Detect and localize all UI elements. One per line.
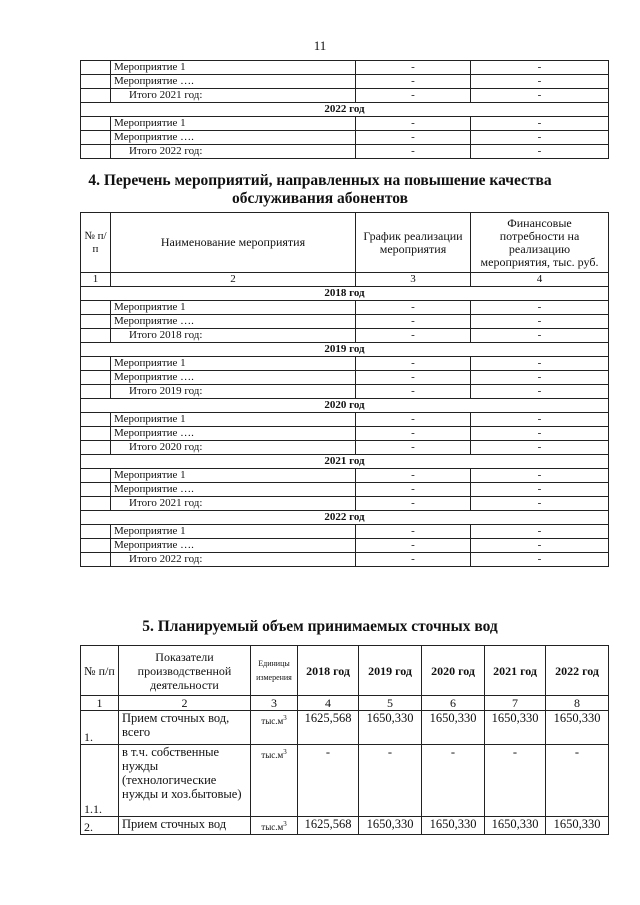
col-num: 8	[546, 696, 609, 711]
schedule-value: -	[356, 413, 471, 427]
finance-value: -	[471, 539, 609, 553]
event-name: Итого 2022 год:	[111, 553, 356, 567]
event-name: Итого 2018 год:	[111, 329, 356, 343]
header-unit: Единицы измерения	[251, 646, 298, 696]
table-row	[81, 301, 609, 315]
section5-title: 5. Планируемый объем принимаемых сточных вод	[142, 618, 498, 635]
section4-title-line1: 4. Перечень мероприятий, направленных на повышение качества	[88, 172, 552, 189]
event-name: Мероприятие 1	[111, 301, 356, 315]
schedule-value: -	[356, 61, 471, 75]
finance-value: -	[471, 385, 609, 399]
table-row	[81, 75, 609, 89]
col-num: 3	[356, 273, 471, 287]
year-row	[81, 343, 609, 357]
table-row	[81, 413, 609, 427]
event-name: Итого 2020 год:	[111, 441, 356, 455]
indicator-name: в т.ч. собственные нужды (технологические нужды и хоз.бытовые)	[119, 745, 251, 817]
unit-cell	[251, 817, 298, 835]
finance-value: -	[471, 357, 609, 371]
finance-value: -	[471, 145, 609, 159]
year-value: -	[546, 745, 609, 817]
col-num: 7	[485, 696, 546, 711]
row-number	[81, 329, 111, 343]
schedule-value: -	[356, 441, 471, 455]
unit-superscript: 3	[283, 820, 287, 828]
event-name: Мероприятие ….	[111, 315, 356, 329]
unit-superscript: 3	[283, 748, 287, 756]
table-row	[81, 525, 609, 539]
row-number	[81, 441, 111, 455]
year-label: 2018 год	[81, 287, 609, 301]
year-value: -	[485, 745, 546, 817]
event-name: Мероприятие ….	[111, 131, 356, 145]
table-row	[81, 427, 609, 441]
schedule-value: -	[356, 357, 471, 371]
year-row	[81, 103, 609, 117]
col-num: 2	[111, 273, 356, 287]
row-number	[81, 117, 111, 131]
finance-value: -	[471, 413, 609, 427]
header-year: 2019 год	[359, 646, 422, 696]
col-num: 5	[359, 696, 422, 711]
row-number	[81, 483, 111, 497]
schedule-value: -	[356, 117, 471, 131]
schedule-value: -	[356, 553, 471, 567]
event-name: Мероприятие ….	[111, 427, 356, 441]
table-row	[81, 553, 609, 567]
header-finance: Финансовые потребности на реализацию мероприятия, тыс. руб.	[471, 213, 609, 273]
year-value: -	[422, 745, 485, 817]
unit-text: тыс.м	[261, 750, 284, 760]
table-row	[81, 315, 609, 329]
event-name: Мероприятие 1	[111, 525, 356, 539]
schedule-value: -	[356, 469, 471, 483]
column-numbers-row	[81, 696, 609, 711]
row-number	[81, 427, 111, 441]
year-label: 2022 год	[81, 103, 609, 117]
col-num: 2	[119, 696, 251, 711]
year-row	[81, 455, 609, 469]
year-value: -	[359, 745, 422, 817]
table-row	[81, 483, 609, 497]
section4-title-line2: обслуживания абонентов	[232, 190, 408, 207]
col-num: 6	[422, 696, 485, 711]
year-value: 1650,330	[422, 817, 485, 835]
year-label: 2022 год	[81, 511, 609, 525]
schedule-value: -	[356, 525, 471, 539]
finance-value: -	[471, 553, 609, 567]
event-name: Итого 2022 год:	[111, 145, 356, 159]
unit-cell	[251, 711, 298, 745]
header-schedule: График реализации мероприятия	[356, 213, 471, 273]
row-number	[81, 385, 111, 399]
schedule-value: -	[356, 329, 471, 343]
table-row	[81, 357, 609, 371]
row-number	[81, 75, 111, 89]
header-year: 2020 год	[422, 646, 485, 696]
year-row	[81, 287, 609, 301]
event-name: Мероприятие 1	[111, 413, 356, 427]
schedule-value: -	[356, 497, 471, 511]
row-number	[81, 469, 111, 483]
schedule-value: -	[356, 89, 471, 103]
event-name: Мероприятие ….	[111, 539, 356, 553]
finance-value: -	[471, 315, 609, 329]
events-table	[80, 212, 609, 567]
schedule-value: -	[356, 539, 471, 553]
unit-text: тыс.м	[261, 716, 284, 726]
header-year: 2021 год	[485, 646, 546, 696]
year-value: -	[298, 745, 359, 817]
finance-value: -	[471, 483, 609, 497]
schedule-value: -	[356, 385, 471, 399]
row-number: 1.1.	[81, 745, 119, 817]
col-num: 1	[81, 696, 119, 711]
header-row	[81, 646, 609, 696]
page-number: 11	[313, 38, 327, 53]
col-num: 1	[81, 273, 111, 287]
table-row	[81, 711, 609, 745]
row-number	[81, 413, 111, 427]
finance-value: -	[471, 427, 609, 441]
row-number	[81, 145, 111, 159]
row-number: 2.	[81, 817, 119, 835]
year-value: 1650,330	[359, 817, 422, 835]
finance-value: -	[471, 469, 609, 483]
year-value: 1650,330	[546, 817, 609, 835]
event-name: Итого 2021 год:	[111, 89, 356, 103]
schedule-value: -	[356, 131, 471, 145]
row-number	[81, 497, 111, 511]
year-value: 1650,330	[422, 711, 485, 745]
finance-value: -	[471, 131, 609, 145]
year-value: 1650,330	[359, 711, 422, 745]
row-number: 1.	[81, 711, 119, 745]
previous-table-continuation	[80, 60, 609, 159]
row-number	[81, 371, 111, 385]
schedule-value: -	[356, 75, 471, 89]
table-row	[81, 61, 609, 75]
event-name: Мероприятие ….	[111, 371, 356, 385]
year-value: 1625,568	[298, 711, 359, 745]
col-num: 4	[298, 696, 359, 711]
header-row	[81, 213, 609, 273]
table-row	[81, 539, 609, 553]
table-row	[81, 371, 609, 385]
schedule-value: -	[356, 427, 471, 441]
year-value: 1650,330	[546, 711, 609, 745]
row-number	[81, 539, 111, 553]
indicator-name: Прием сточных вод, всего	[119, 711, 251, 745]
year-label: 2021 год	[81, 455, 609, 469]
finance-value: -	[471, 371, 609, 385]
year-row	[81, 399, 609, 413]
row-number	[81, 61, 111, 75]
year-row	[81, 511, 609, 525]
col-num: 4	[471, 273, 609, 287]
column-numbers-row	[81, 273, 609, 287]
year-value: 1650,330	[485, 711, 546, 745]
event-name: Итого 2021 год:	[111, 497, 356, 511]
finance-value: -	[471, 61, 609, 75]
event-name: Мероприятие 1	[111, 117, 356, 131]
event-name: Мероприятие 1	[111, 357, 356, 371]
table-row	[81, 117, 609, 131]
header-name: Наименование мероприятия	[111, 213, 356, 273]
schedule-value: -	[356, 145, 471, 159]
finance-value: -	[471, 89, 609, 103]
unit-cell	[251, 745, 298, 817]
unit-text: тыс.м	[261, 822, 284, 832]
row-number	[81, 315, 111, 329]
year-value: 1625,568	[298, 817, 359, 835]
col-num: 3	[251, 696, 298, 711]
event-name: Мероприятие 1	[111, 61, 356, 75]
header-indicator: Показатели производственной деятельности	[119, 646, 251, 696]
event-name: Итого 2019 год:	[111, 385, 356, 399]
unit-superscript: 3	[283, 714, 287, 722]
finance-value: -	[471, 117, 609, 131]
finance-value: -	[471, 329, 609, 343]
finance-value: -	[471, 497, 609, 511]
table-row	[81, 329, 609, 343]
schedule-value: -	[356, 301, 471, 315]
event-name: Мероприятие 1	[111, 469, 356, 483]
table-row	[81, 817, 609, 835]
wastewater-table	[80, 645, 609, 835]
table-row	[81, 145, 609, 159]
row-number	[81, 525, 111, 539]
row-number	[81, 301, 111, 315]
year-label: 2020 год	[81, 399, 609, 413]
schedule-value: -	[356, 315, 471, 329]
finance-value: -	[471, 75, 609, 89]
header-year: 2018 год	[298, 646, 359, 696]
finance-value: -	[471, 525, 609, 539]
table-row	[81, 497, 609, 511]
row-number	[81, 553, 111, 567]
table-row	[81, 745, 609, 817]
event-name: Мероприятие ….	[111, 483, 356, 497]
header-year: 2022 год	[546, 646, 609, 696]
header-num: № п/п	[81, 213, 111, 273]
row-number	[81, 131, 111, 145]
table-row	[81, 131, 609, 145]
schedule-value: -	[356, 483, 471, 497]
finance-value: -	[471, 441, 609, 455]
table-row	[81, 385, 609, 399]
row-number	[81, 357, 111, 371]
finance-value: -	[471, 301, 609, 315]
year-label: 2019 год	[81, 343, 609, 357]
table-row	[81, 441, 609, 455]
row-number	[81, 89, 111, 103]
schedule-value: -	[356, 371, 471, 385]
indicator-name: Прием сточных вод	[119, 817, 251, 835]
event-name: Мероприятие ….	[111, 75, 356, 89]
table-row	[81, 469, 609, 483]
table-row	[81, 89, 609, 103]
year-value: 1650,330	[485, 817, 546, 835]
header-num: № п/п	[81, 646, 119, 696]
